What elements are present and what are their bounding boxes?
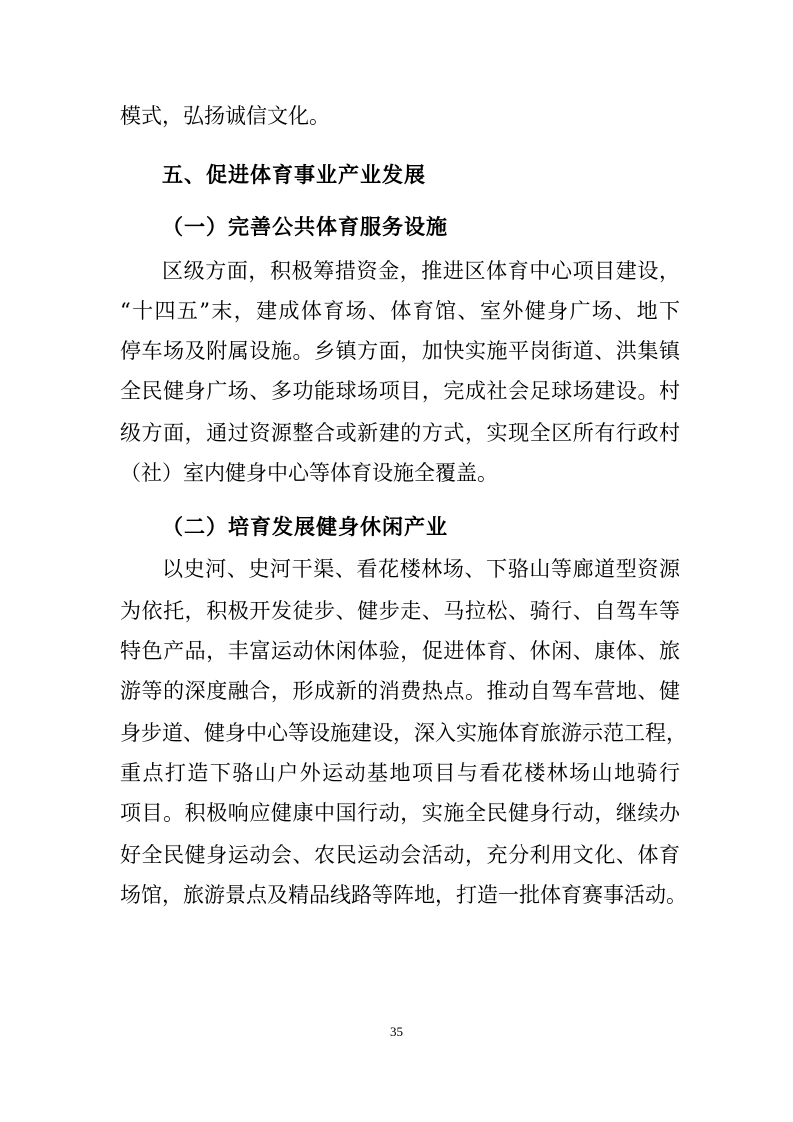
paragraph-line: 重点打造下骆山户外运动基地项目与看花楼林场山地骑行	[120, 761, 680, 785]
paragraph-line: 场馆，旅游景点及精品线路等阵地，打造一批体育赛事活动。	[120, 883, 687, 907]
subsection-heading-1: （一）完善公共体育服务设施	[162, 215, 448, 239]
subsection-heading-2: （二）培育发展健身休闲产业	[162, 515, 448, 539]
page-number: 35	[390, 1024, 403, 1039]
paragraph-line: （社）室内健身中心等体育设施全覆盖。	[120, 461, 498, 485]
paragraph-line: 区级方面，积极筹措资金，推进区体育中心项目建设，	[162, 259, 680, 283]
paragraph-line: 以史河、史河干渠、看花楼林场、下骆山等廊道型资源	[162, 557, 680, 581]
paragraph-line: 级方面，通过资源整合或新建的方式，实现全区所有行政村	[120, 421, 680, 445]
section-heading: 五、促进体育事业产业发展	[162, 163, 426, 187]
paragraph-line: “十四五”末，建成体育场、体育馆、室外健身广场、地下	[120, 299, 680, 323]
paragraph-line: 为依托，积极开发徒步、健步走、马拉松、骑行、自驾车等	[120, 599, 680, 623]
paragraph-line: 停车场及附属设施。乡镇方面，加快实施平岗街道、洪集镇	[120, 339, 680, 363]
paragraph-line: 身步道、健身中心等设施建设，深入实施体育旅游示范工程，	[120, 721, 687, 745]
paragraph-line: 游等的深度融合，形成新的消费热点。推动自驾车营地、健	[120, 679, 680, 703]
paragraph-line: 全民健身广场、多功能球场项目，完成社会足球场建设。村	[120, 379, 680, 403]
paragraph-line: 模式，弘扬诚信文化。	[120, 104, 330, 128]
paragraph-line: 好全民健身运动会、农民运动会活动，充分利用文化、体育	[120, 843, 680, 867]
paragraph-line: 项目。积极响应健康中国行动，实施全民健身行动，继续办	[120, 801, 680, 825]
paragraph-line: 特色产品，丰富运动休闲体验，促进体育、休闲、康体、旅	[120, 639, 680, 663]
